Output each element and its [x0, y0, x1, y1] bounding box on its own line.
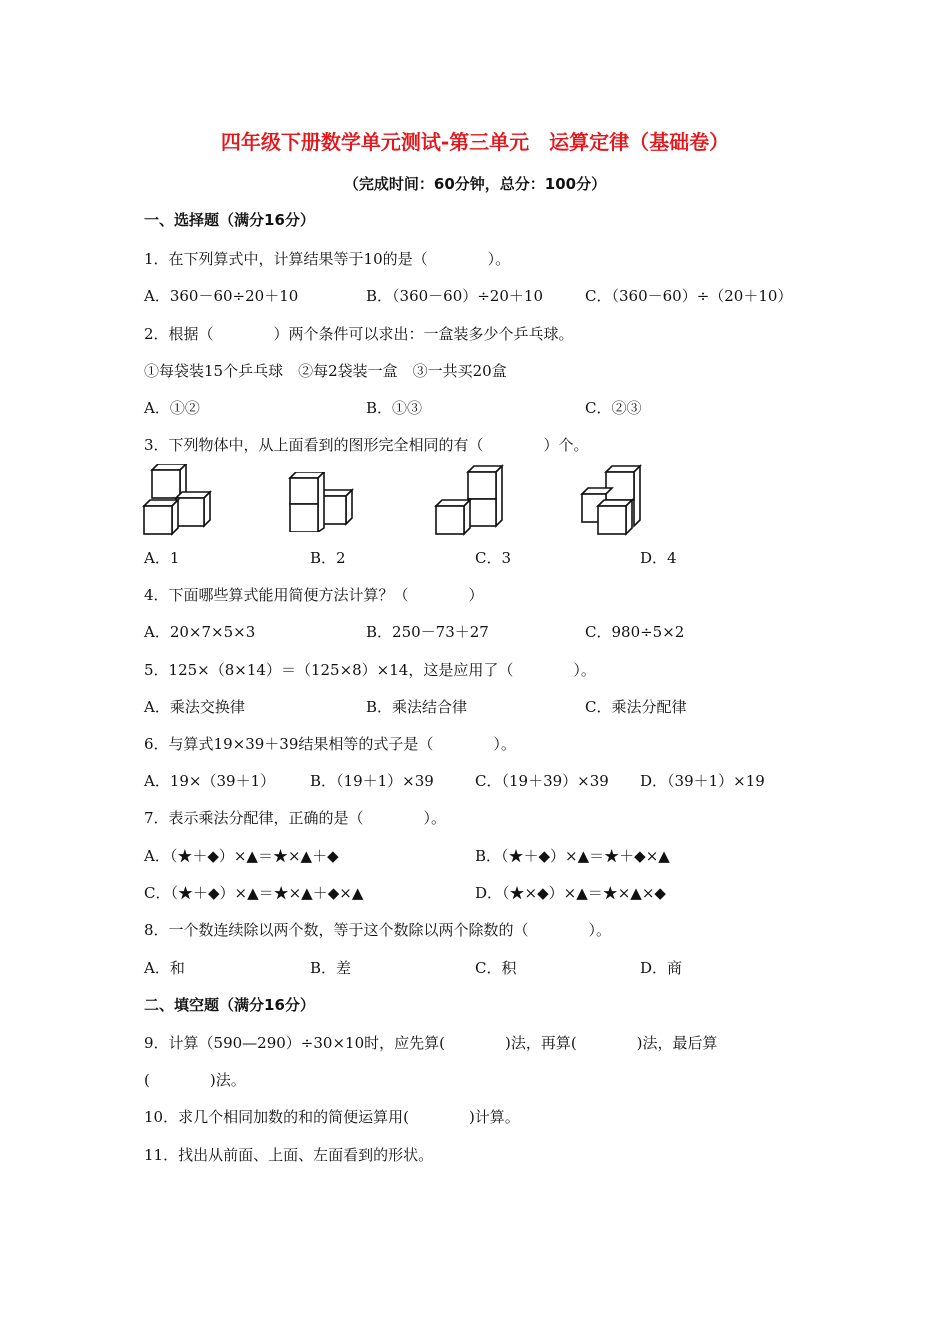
section-heading-choice: 一、选择题（满分16分） — [144, 211, 315, 229]
question-1: 1．在下列算式中，计算结果等于10的是（ ）。 — [144, 250, 511, 268]
q6-option-d: D．（39＋1）×19 — [640, 772, 765, 790]
q6-option-b: B．（19＋1）×39 — [310, 772, 434, 790]
q7-option-d: D．（★×◆）×▲＝★×▲×◆ — [475, 884, 666, 902]
q7-option-a: A．（★＋◆）×▲＝★×▲＋◆ — [144, 847, 339, 865]
cube-figure-d — [578, 464, 654, 540]
q3-option-a: A．1 — [144, 549, 180, 567]
q3-option-d: D．4 — [640, 549, 677, 567]
question-10: 10．求几个相同加数的和的简便运算用( )计算。 — [144, 1108, 520, 1126]
q5-option-a: A．乘法交换律 — [144, 698, 245, 716]
q2-conditions: ①每袋装15个乒乓球 ②每2袋装一盒 ③一共买20盒 — [144, 362, 507, 380]
q3-option-b: B．2 — [310, 549, 346, 567]
question-8: 8．一个数连续除以两个数，等于这个数除以两个除数的（ ）。 — [144, 921, 612, 939]
cube-figure-a — [140, 464, 216, 540]
q7-option-c: C．（★＋◆）×▲＝★×▲＋◆×▲ — [144, 884, 364, 902]
question-7: 7．表示乘法分配律，正确的是（ ）。 — [144, 809, 447, 827]
q6-option-c: C．（19＋39）×39 — [475, 772, 609, 790]
q2-option-c: C．②③ — [585, 399, 642, 417]
q8-option-b: B．差 — [310, 959, 352, 977]
cube-figure-b — [286, 472, 362, 532]
q5-option-c: C．乘法分配律 — [585, 698, 687, 716]
q8-option-d: D．商 — [640, 959, 683, 977]
cube-figure-c — [432, 464, 508, 540]
question-2: 2．根据（ ）两个条件可以求出：一盒装多少个乒乓球。 — [144, 325, 574, 343]
q1-option-a: A．360－60÷20＋10 — [144, 287, 299, 305]
q7-option-b: B．（★＋◆）×▲＝★＋◆×▲ — [475, 847, 670, 865]
question-9: 9．计算（590—290）÷30×10时，应先算( )法，再算( )法，最后算 — [144, 1034, 718, 1052]
question-9-continued: ( )法。 — [144, 1071, 246, 1089]
question-6: 6．与算式19×39＋39结果相等的式子是（ ）。 — [144, 735, 516, 753]
question-4: 4．下面哪些算式能用简便方法计算？（ ） — [144, 586, 484, 604]
q8-option-a: A．和 — [144, 959, 185, 977]
question-11: 11．找出从前面、上面、左面看到的形状。 — [144, 1146, 434, 1164]
question-5: 5．125×（8×14）＝（125×8）×14，这是应用了（ ）。 — [144, 661, 596, 679]
q2-option-a: A．①② — [144, 399, 200, 417]
q8-option-c: C．积 — [475, 959, 517, 977]
q1-option-b: B．（360－60）÷20＋10 — [366, 287, 543, 305]
q5-option-b: B．乘法结合律 — [366, 698, 468, 716]
question-3: 3．下列物体中，从上面看到的图形完全相同的有（ ）个。 — [144, 436, 589, 454]
section-heading-fill-in: 二、填空题（满分16分） — [144, 996, 315, 1014]
q4-option-b: B．250－73＋27 — [366, 623, 489, 641]
q2-option-b: B．①③ — [366, 399, 423, 417]
q4-option-a: A．20×7×5×3 — [144, 623, 256, 641]
page-subtitle: （完成时间：60分钟，总分：100分） — [343, 175, 607, 193]
q3-option-c: C．3 — [475, 549, 512, 567]
page-title: 四年级下册数学单元测试-第三单元 运算定律（基础卷） — [220, 130, 730, 154]
q4-option-c: C．980÷5×2 — [585, 623, 685, 641]
q1-option-c: C．（360－60）÷（20＋10） — [585, 287, 793, 305]
q6-option-a: A．19×（39＋1） — [144, 772, 276, 790]
